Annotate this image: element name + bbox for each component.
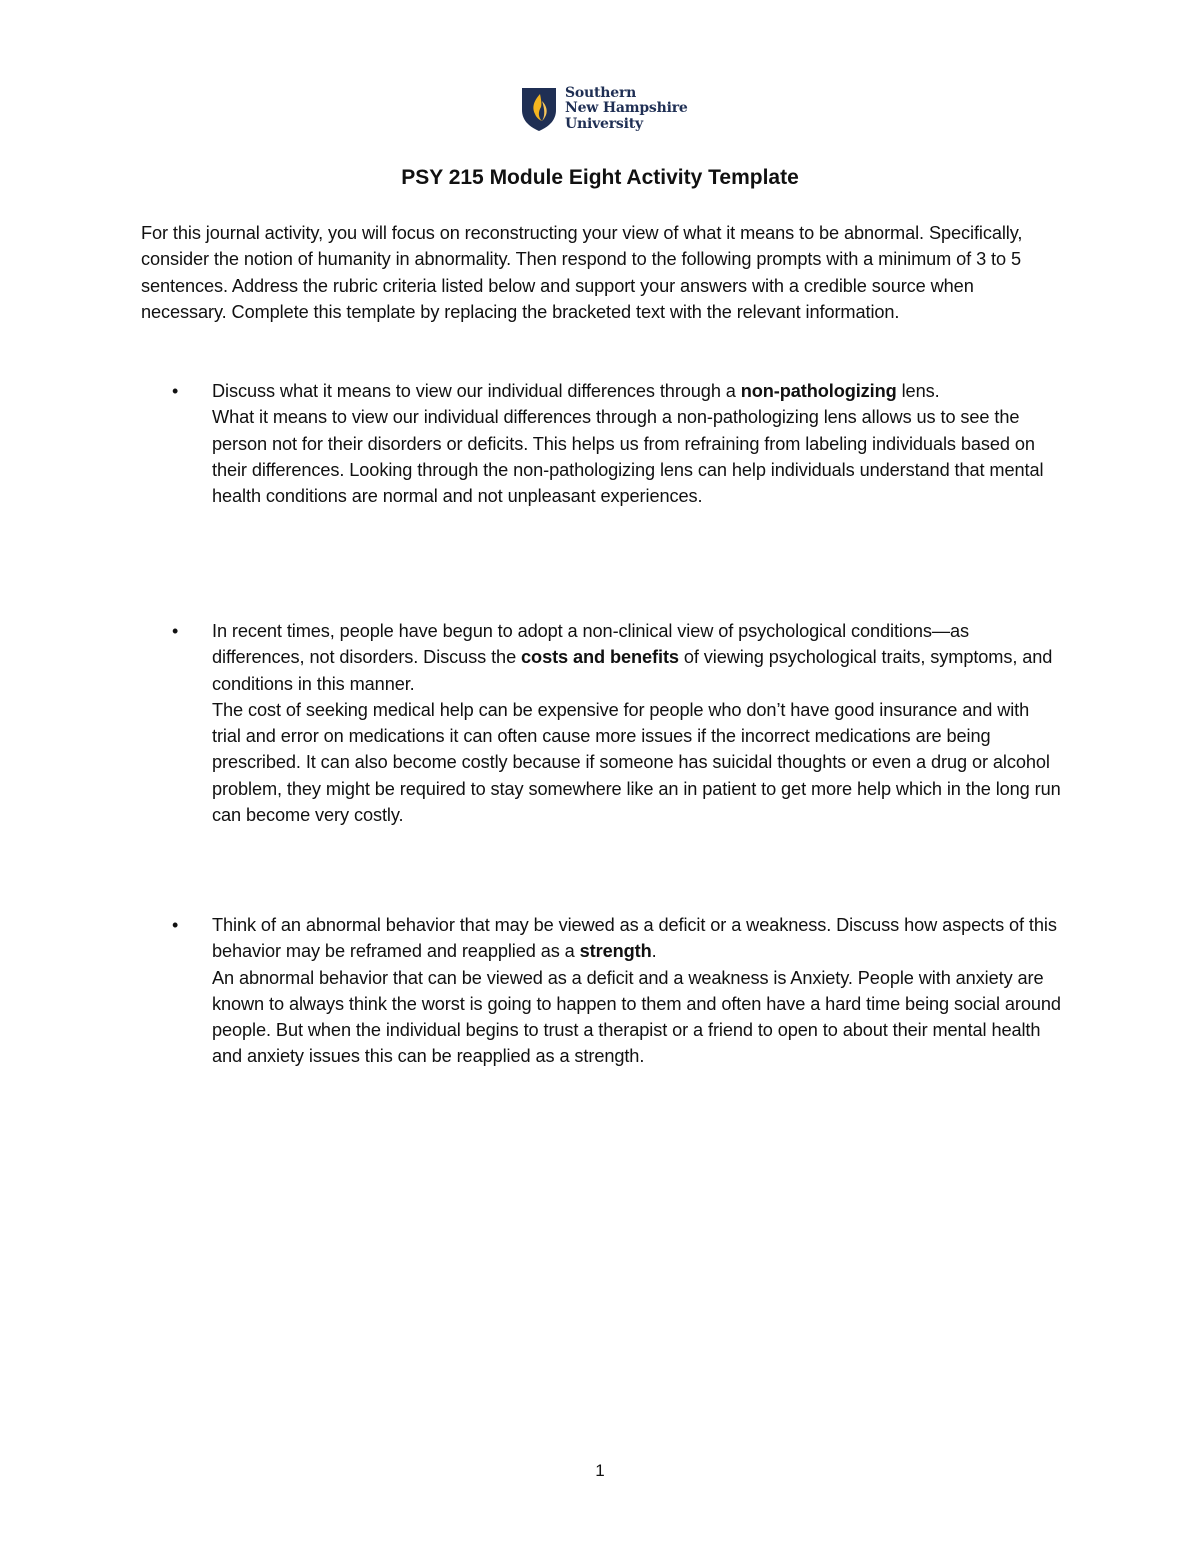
prompt-question bbox=[212, 912, 1062, 965]
logo-line-2: New Hampshire bbox=[565, 100, 688, 117]
logo-line-1: Southern bbox=[565, 84, 637, 101]
question-text: Think of an abnormal behavior that may be viewed as a deficit or a weakness. Discuss how aspects of this behavior may be reframed and reapplied as a bbox=[212, 915, 1057, 962]
prompt-answer: What it means to view our individual differences through a non-pathologizing lens allows us to see the person not for their disorders or deficits. This helps us from refraining from labeling individuals based on their differences. Looking through the non-pathologizing lens can help individuals understand that mental health conditions are normal and not unpleasant experiences. bbox=[212, 407, 1044, 507]
flame-shield-icon bbox=[520, 86, 558, 132]
prompt-answer: The cost of seeking medical help can be expensive for people who don’t have good insurance and with trial and error on medications it can often cause more issues if the incorrect medications are being prescribed. It can also become costly because if someone has suicidal thoughts or even a drug or alcohol problem, they might be required to stay somewhere like an in patient to get more help which in the long run can become very costly. bbox=[212, 699, 1061, 826]
prompt-item-1 bbox=[172, 378, 1062, 509]
intro-paragraph: For this journal activity, you will focus on reconstructing your view of what it means to be abnormal. Specifically, consider the notion of humanity in abnormality. Then respond to the following prompts with a minimum of 3 to 5 sentences. Address the rubric criteria listed below and support your answers with a credible source when necessary. Complete this template by replacing the bracketed text with the relevant information. bbox=[141, 223, 1023, 322]
question-text: Discuss what it means to view our individual differences through a bbox=[212, 381, 741, 401]
question-emphasis: non-pathologizing bbox=[740, 381, 897, 401]
question-text-end: of viewing psychological traits, symptoms, and conditions in this manner. bbox=[212, 647, 1053, 694]
page-number: 1 bbox=[595, 1461, 605, 1480]
prompt-item-2 bbox=[172, 618, 1062, 828]
prompt-item-3 bbox=[172, 912, 1062, 1070]
bullet-icon: • bbox=[172, 915, 179, 935]
logo-line-3: University bbox=[565, 115, 643, 132]
university-name bbox=[565, 86, 688, 133]
prompt-question bbox=[212, 618, 1062, 697]
question-emphasis: strength bbox=[579, 941, 652, 962]
prompt-answer: An abnormal behavior that can be viewed as a deficit and a weakness is Anxiety. People with anxiety are known to always think the worst is going to happen to them and often have a hard time being social around people. But when the individual begins to trust a therapist or a friend to open to about their mental health and anxiety issues this can be reapplied as a strength. bbox=[212, 967, 1061, 1067]
question-text: In recent times, people have begun to adopt a non-clinical view of psychological conditions—as differences, not disorders. Discuss the bbox=[212, 621, 969, 668]
question-emphasis: costs and benefits bbox=[521, 647, 679, 668]
page-title: PSY 215 Module Eight Activity Template bbox=[401, 166, 799, 189]
prompt-question bbox=[212, 378, 1062, 404]
university-logo bbox=[520, 84, 688, 134]
bullet-icon: • bbox=[172, 621, 179, 641]
question-text-end: lens. bbox=[896, 381, 940, 401]
question-text-end: . bbox=[651, 941, 657, 962]
bullet-icon: • bbox=[172, 381, 179, 401]
